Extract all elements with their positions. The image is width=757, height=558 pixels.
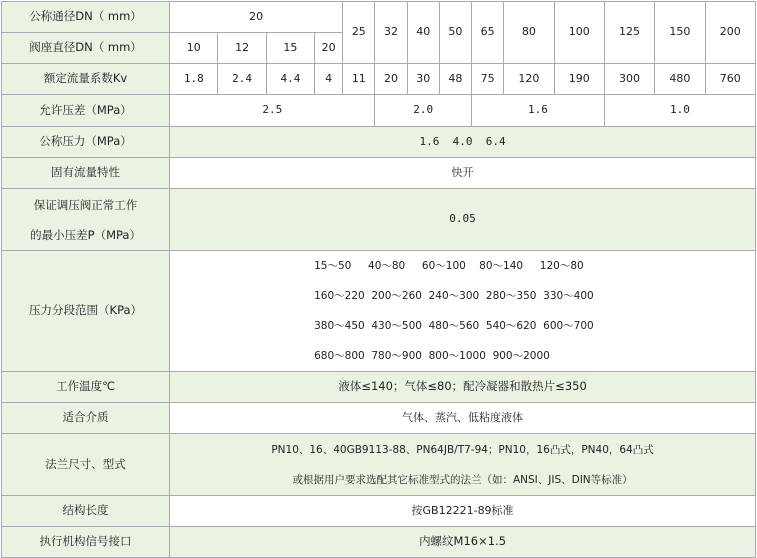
label-nominal-diameter: 公称通径DN（ mm） bbox=[2, 2, 170, 33]
seat-cell: 10 bbox=[170, 33, 218, 64]
kv-cell: 4 bbox=[315, 64, 343, 95]
dn-cell: 25 bbox=[343, 2, 375, 64]
label-flow-characteristic: 固有流量特性 bbox=[2, 158, 170, 189]
dn-cell: 65 bbox=[472, 2, 504, 64]
row-working-temp bbox=[2, 372, 756, 403]
range-line: 380～450 430～500 480～560 540～620 600～700 bbox=[314, 320, 594, 332]
row-pressure-ranges bbox=[2, 251, 756, 372]
range-line: 15～50 40～80 60～100 80～140 120～80 bbox=[314, 260, 584, 272]
dn-cell: 32 bbox=[375, 2, 407, 64]
dn-cell: 40 bbox=[407, 2, 439, 64]
label-allowable-dp: 允许压差（MPa） bbox=[2, 95, 170, 127]
kv-cell: 48 bbox=[439, 64, 471, 95]
range-line: 680～800 780～900 800～1000 900～2000 bbox=[314, 350, 550, 362]
kv-cell: 2.4 bbox=[218, 64, 266, 95]
min-dp-value: 0.05 bbox=[170, 189, 756, 251]
kv-cell: 760 bbox=[705, 64, 755, 95]
range-line: 160～220 200～260 240～300 280～350 330～400 bbox=[314, 290, 594, 302]
dp-cell: 2.5 bbox=[170, 95, 375, 127]
pressure-ranges-value bbox=[170, 251, 756, 372]
label-min-dp-line2: 的最小压差P（MPa） bbox=[30, 227, 141, 242]
seat-cell: 20 bbox=[315, 33, 343, 64]
label-kv: 额定流量系数Kv bbox=[2, 64, 170, 95]
row-nominal-pressure bbox=[2, 127, 756, 158]
kv-cell: 11 bbox=[343, 64, 375, 95]
dn-cell: 125 bbox=[604, 2, 654, 64]
dn-cell: 150 bbox=[655, 2, 705, 64]
label-min-dp bbox=[2, 189, 170, 251]
dn-cell: 20 bbox=[170, 2, 343, 33]
label-structure-length: 结构长度 bbox=[2, 496, 170, 527]
kv-cell: 20 bbox=[375, 64, 407, 95]
dp-cell: 1.6 bbox=[472, 95, 605, 127]
dn-cell: 100 bbox=[554, 2, 604, 64]
label-pressure-ranges: 压力分段范围（KPa） bbox=[2, 251, 170, 372]
label-flange: 法兰尺寸、型式 bbox=[2, 434, 170, 496]
actuator-interface-value: 内螺纹M16×1.5 bbox=[170, 527, 756, 558]
dn-cell: 80 bbox=[504, 2, 554, 64]
label-actuator-interface: 执行机构信号接口 bbox=[2, 527, 170, 558]
working-temp-value: 液体≤140；气体≤80；配冷凝器和散热片≤350 bbox=[170, 372, 756, 403]
nominal-pressure-value: 1.6 4.0 6.4 bbox=[170, 127, 756, 158]
row-medium bbox=[2, 403, 756, 434]
flange-value bbox=[170, 434, 756, 496]
label-medium: 适合介质 bbox=[2, 403, 170, 434]
dn-cell: 50 bbox=[439, 2, 471, 64]
kv-cell: 1.8 bbox=[170, 64, 218, 95]
seat-cell: 15 bbox=[266, 33, 314, 64]
row-allowable-dp bbox=[2, 95, 756, 127]
row-min-dp bbox=[2, 189, 756, 251]
kv-cell: 190 bbox=[554, 64, 604, 95]
row-flow-characteristic bbox=[2, 158, 756, 189]
label-nominal-pressure: 公称压力（MPa） bbox=[2, 127, 170, 158]
seat-cell: 12 bbox=[218, 33, 266, 64]
row-nominal-diameter bbox=[2, 2, 756, 33]
row-kv bbox=[2, 64, 756, 95]
flange-line1: PN10、16、40GB9113-88、PN64JB/T7-94；PN10，16凸式，PN40，64凸式 bbox=[271, 443, 654, 456]
kv-cell: 30 bbox=[407, 64, 439, 95]
kv-cell: 480 bbox=[655, 64, 705, 95]
flow-characteristic-value: 快开 bbox=[170, 158, 756, 189]
kv-cell: 300 bbox=[604, 64, 654, 95]
dp-cell: 1.0 bbox=[604, 95, 755, 127]
dn-cell: 200 bbox=[705, 2, 755, 64]
label-min-dp-line1: 保证调压阀正常工作 bbox=[33, 197, 138, 212]
flange-line2: 或根据用户要求选配其它标准型式的法兰（如：ANSI、JIS、DIN等标准） bbox=[292, 473, 633, 486]
kv-cell: 120 bbox=[504, 64, 554, 95]
structure-length-value: 按GB12221-89标准 bbox=[170, 496, 756, 527]
kv-cell: 4.4 bbox=[266, 64, 314, 95]
kv-cell: 75 bbox=[472, 64, 504, 95]
spec-table bbox=[1, 1, 756, 558]
label-working-temp: 工作温度℃ bbox=[2, 372, 170, 403]
label-seat-diameter: 阀座直径DN（ mm） bbox=[2, 33, 170, 64]
row-actuator-interface bbox=[2, 527, 756, 558]
row-flange bbox=[2, 434, 756, 496]
row-structure-length bbox=[2, 496, 756, 527]
dp-cell: 2.0 bbox=[375, 95, 472, 127]
medium-value: 气体、蒸汽、低粘度液体 bbox=[170, 403, 756, 434]
